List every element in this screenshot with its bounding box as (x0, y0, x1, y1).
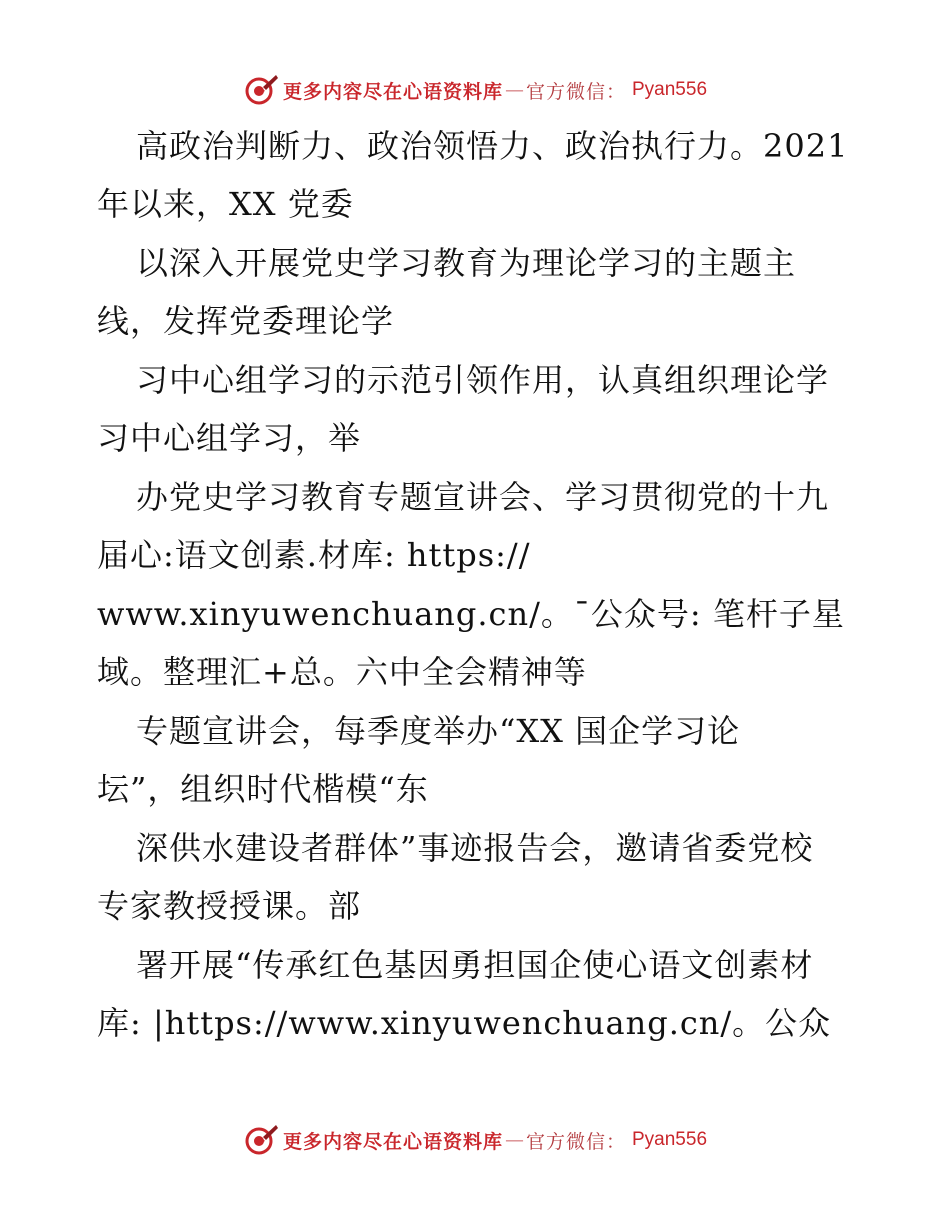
body-line: 专题宣讲会，每季度举办“XX 国企学习论 (136, 712, 741, 750)
body-line: 习中心组学习的示范引领作用，认真组织理论学 (136, 361, 830, 399)
body-line: 办党史学习教育专题宣讲会、学习贯彻党的十九 (136, 478, 830, 516)
watermark-wechat-label: 官方微信： (525, 80, 626, 103)
footer-watermark (0, 1120, 950, 1160)
body-line: 年以来，XX 党委 (97, 185, 354, 223)
body-line: 坛”，组织时代楷模“东 (97, 770, 429, 808)
body-line: 域。整理汇+总。六中全会精神等 (97, 653, 587, 691)
pen-logo-icon (243, 1122, 279, 1158)
body-line: 专家教授授课。部 (97, 887, 362, 925)
body-line: www.xinyuwenchuang.cn/。¯公众号: 笔杆子星 (97, 595, 845, 633)
body-line: 深供水建设者群体”事迹报告会，邀请省委党校 (136, 829, 814, 867)
watermark-wechat-label: 官方微信： (525, 1130, 626, 1153)
body-line: 届心:语文创素.材库: https:// (97, 536, 531, 574)
watermark-brand: 更多内容尽在心语资料库 (282, 1130, 503, 1153)
body-line: 库: |https://www.xinyuwenchuang.cn/。公众 (97, 1004, 832, 1042)
watermark-wechat-id: Pyan556 (632, 79, 708, 100)
watermark-wechat-id: Pyan556 (632, 1129, 708, 1150)
body-line: 习中心组学习，举 (97, 419, 362, 457)
watermark-brand: 更多内容尽在心语资料库 (282, 80, 503, 103)
watermark-dash: — (504, 79, 524, 101)
body-line: 线，发挥党委理论学 (97, 302, 395, 340)
watermark-dash: — (504, 1129, 524, 1151)
pen-logo-icon (243, 72, 279, 108)
body-line: 高政治判断力、政治领悟力、政治执行力。2021 (136, 127, 849, 165)
body-line: 署开展“传承红色基因勇担国企使心语文创素材 (136, 946, 814, 984)
body-line: 以深入开展党史学习教育为理论学习的主题主 (136, 244, 797, 282)
header-watermark (0, 70, 950, 110)
